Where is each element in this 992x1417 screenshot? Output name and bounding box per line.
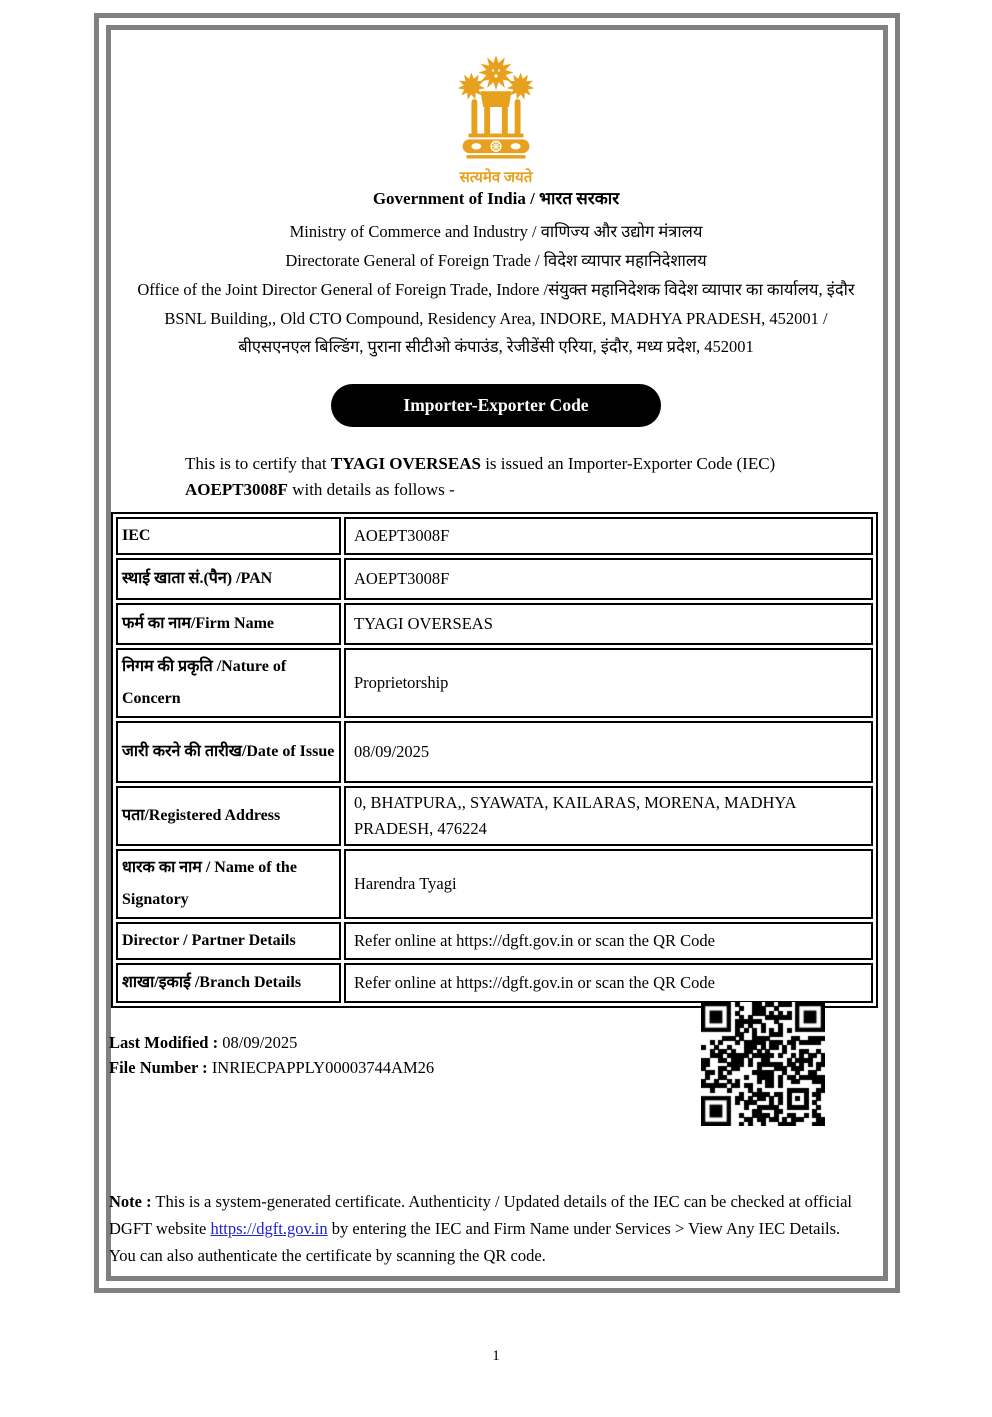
emblem-block [0,50,992,187]
table-row [116,721,873,783]
row-value: Proprietorship [344,648,873,718]
row-value: 0, BHATPURA,, SYAWATA, KAILARAS, MORENA, MADHYA PRADESH, 476224 [344,786,873,846]
row-value: TYAGI OVERSEAS [344,603,873,645]
note-paragraph [109,1188,859,1269]
qr-code-icon [701,1002,825,1126]
table-row [116,849,873,919]
table-row [116,603,873,645]
certify-middle: is issued an Importer-Exporter Code (IEC) [480,454,776,473]
dgft-website-link[interactable]: https://dgft.gov.in [210,1219,328,1238]
row-value: Refer online at https://dgft.gov.in or scan the QR Code [344,922,873,960]
row-label: Director / Partner Details [116,922,341,960]
table-row [116,786,873,846]
office-address-english: BSNL Building,, Old CTO Compound, Residency Area, INDORE, MADHYA PRADESH, 452001 / [164,309,828,328]
row-value: 08/09/2025 [344,721,873,783]
certify-suffix: with details as follows - [287,480,455,499]
page-number: 1 [492,1348,500,1364]
ministry-line: Ministry of Commerce and Industry / वाणिज्य और उद्योग मंत्रालय [289,222,703,241]
government-of-india-heading: Government of India / भारत सरकार [372,189,620,208]
row-value: AOEPT3008F [344,558,873,600]
certify-paragraph [185,451,813,503]
table-row [116,517,873,555]
table-row [116,558,873,600]
last-modified-label: Last Modified : [109,1033,219,1052]
file-number-line [109,1055,434,1080]
row-label: IEC [116,517,341,555]
note-after-link: by entering the IEC and Firm Name under Services > View Any IEC Details. You can also authenticate the certificate by scanning the QR code. [109,1219,841,1265]
qr-code-block [701,1002,825,1131]
file-number-value: INRIECPAPPLY00003744AM26 [207,1058,435,1077]
row-value: Refer online at https://dgft.gov.in or scan the QR Code [344,963,873,1003]
row-label: स्थाई खाता सं.(पैन) /PAN [116,558,341,600]
row-label: जारी करने की तारीख/Date of Issue [116,721,341,783]
emblem-motto: सत्यमेव जयते [459,170,533,186]
row-label: फर्म का नाम/Firm Name [116,603,341,645]
row-label: पता/Registered Address [116,786,341,846]
importer-exporter-code-badge: Importer-Exporter Code [331,384,661,427]
last-modified-value: 08/09/2025 [218,1033,298,1052]
iec-code: AOEPT3008F [185,480,288,499]
file-number-label: File Number : [109,1058,208,1077]
last-modified-line [109,1030,434,1055]
meta-block [109,1030,434,1080]
ashoka-lion-capital-emblem-icon [436,50,556,160]
row-label: निगम की प्रकृति /Nature of Concern [116,648,341,718]
table-row [116,963,873,1003]
office-address-hindi: बीएसएनएल बिल्डिंग, पुराना सीटीओ कंपाउंड, रेजीडेंसी एरिया, इंदौर, मध्य प्रदेश, 452001 [238,337,754,356]
directorate-line: Directorate General of Foreign Trade / विदेश व्यापार महानिदेशालय [285,251,707,270]
row-value: AOEPT3008F [344,517,873,555]
row-label: शाखा/इकाई /Branch Details [116,963,341,1003]
firm-name: TYAGI OVERSEAS [330,454,481,473]
office-line: Office of the Joint Director General of Foreign Trade, Indore /संयुक्त महानिदेशक विदेश व्यापार का कार्यालय, इंदौर [137,280,855,299]
table-row [116,648,873,718]
row-label: धारक का नाम / Name of the Signatory [116,849,341,919]
table-row [116,922,873,960]
office-address [0,305,992,361]
note-before-link: This is a system-generated certificate. Authenticity / Updated details of the IEC can be checked at official DGFT website [109,1192,852,1238]
certify-prefix: This is to certify that [185,454,331,473]
iec-details-table [111,512,878,1008]
row-value: Harendra Tyagi [344,849,873,919]
note-label: Note : [109,1192,152,1211]
